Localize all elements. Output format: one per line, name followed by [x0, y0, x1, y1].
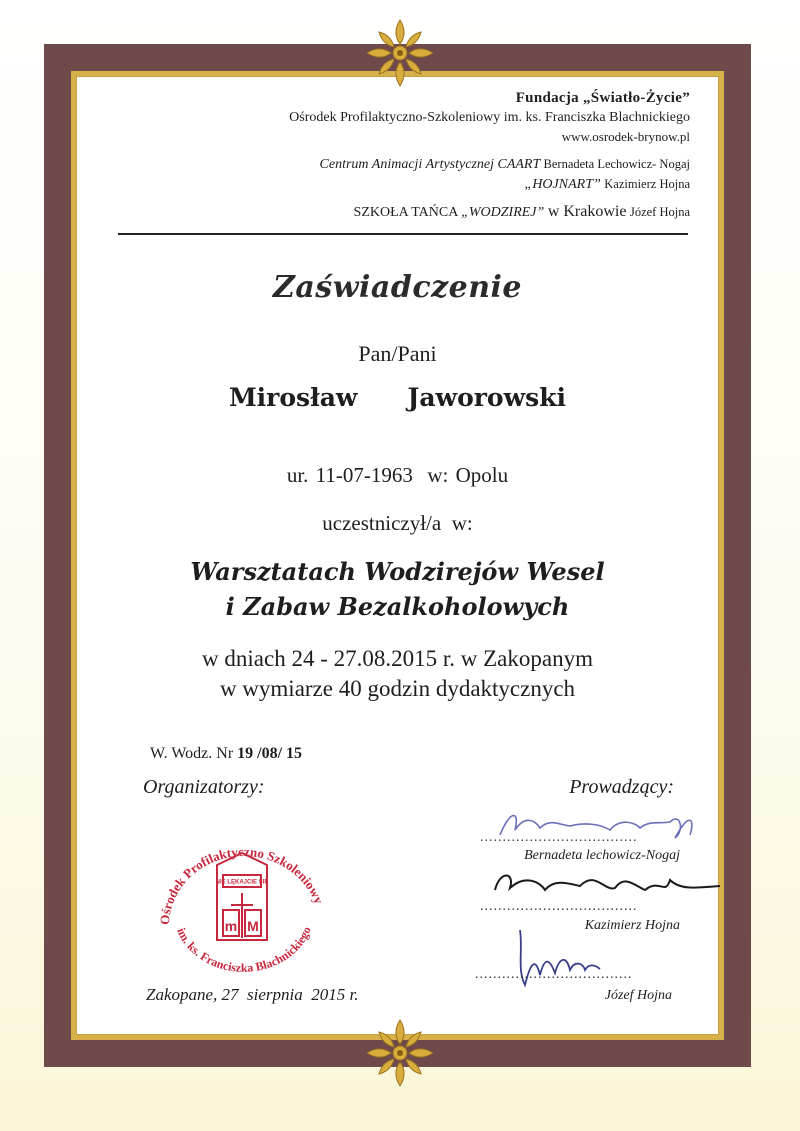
organizers-label: Organizatorzy:	[143, 776, 265, 798]
signer-1-name: Bernadeta lechowicz-Nogaj	[524, 848, 680, 863]
certificate-title: Zaświadczenie	[272, 270, 523, 305]
salutation: Pan/Pani	[358, 341, 437, 366]
caart-name: Centrum Animacji Artystycznej CAART	[319, 157, 541, 172]
svg-text:im. ks. Franciszka Blachnickie	[174, 925, 314, 975]
school-prefix: SZKOŁA TAŃCA	[353, 205, 458, 220]
signature-line-3: ...................................	[475, 967, 633, 982]
header-hojnart	[525, 177, 690, 193]
birth-line: ur. 11-07-1963 w: Opolu	[286, 463, 509, 487]
hojnart-name: „HOJNART”	[524, 177, 601, 192]
header-caart	[320, 157, 690, 173]
svg-text:m: m	[224, 918, 238, 934]
stamp-arc-bottom: im. ks. Franciszka Blachnickiego	[174, 924, 314, 975]
header-school	[354, 203, 690, 221]
school-name: „WODZIREJ”	[461, 205, 545, 220]
course-name-line1: Warsztatach Wodzirejów Wesel	[190, 557, 605, 586]
header-foundation: Fundacja „Światło-Życie”	[515, 90, 690, 106]
signer-3-name: Józef Hojna	[604, 988, 672, 1003]
bottom-ornament-icon	[365, 1018, 435, 1088]
hours-line: w wymiarze 40 godzin dydaktycznych	[219, 676, 576, 701]
header-center: Ośrodek Profilaktyczno-Szkoleniowy im. ks. Franciszka Blachnickiego	[289, 110, 690, 125]
place-date: Zakopane, 27 sierpnia 2015 r.	[146, 985, 359, 1004]
header-website: www.osrodek-brynow.pl	[561, 129, 690, 144]
hojnart-person: Kazimierz Hojna	[604, 177, 690, 191]
signature-line-2: ...................................	[480, 899, 638, 914]
top-ornament-icon	[365, 18, 435, 88]
school-city: w Krakowie	[547, 203, 627, 220]
course-name-line2: i Zabaw Bezalkoholowych	[225, 592, 570, 621]
stamp-inner-text: NIE LĘKAJCIE SIĘ	[215, 879, 269, 886]
registration-number	[150, 745, 302, 763]
person-name: Mirosław Jaworowski	[228, 383, 567, 412]
school-person: Józef Hojna	[629, 205, 690, 219]
signature-line-1: ...................................	[480, 830, 638, 845]
stamp-arc-top: Ośrodek Profilaktyczno Szkoleniowy	[156, 843, 327, 926]
caart-person: Bernadeta Lechowicz- Nogaj	[543, 157, 690, 171]
signer-2-name: Kazimierz Hojna	[584, 918, 680, 933]
svg-text:M: M	[247, 918, 259, 934]
registration-label: W. Wodz. Nr	[150, 745, 234, 762]
organization-stamp	[147, 815, 337, 985]
participated-line: uczestniczył/a w:	[322, 511, 473, 535]
registration-value: 19 /08/ 15	[237, 745, 303, 762]
leaders-label: Prowadzący:	[569, 776, 674, 798]
header-divider	[118, 233, 688, 235]
dates-line: w dniach 24 - 27.08.2015 r. w Zakopanym	[202, 646, 593, 671]
